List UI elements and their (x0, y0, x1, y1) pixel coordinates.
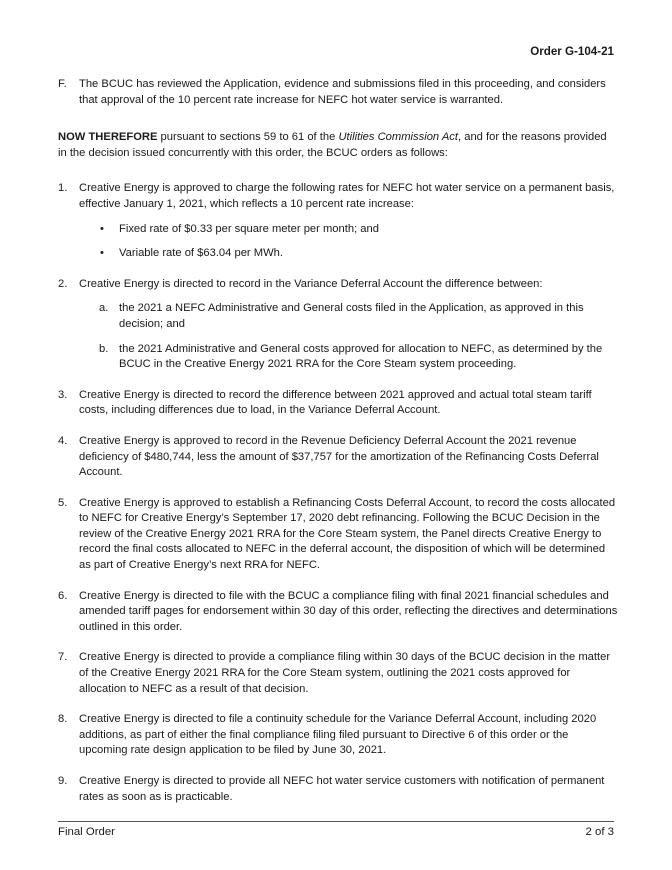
now-therefore-paragraph: NOW THEREFORE pursuant to sections 59 to 61 of the Utilities Commission Act, and for the reasons provided in the decision issued concurrently with this order, the BCUC orders as follows: (58, 131, 607, 159)
order-number-label: 9. (58, 775, 68, 787)
order-item-4 (58, 434, 618, 481)
order-text: Creative Energy is directed to record in the Variance Deferral Account the difference between: (79, 277, 543, 290)
order-item-9 (58, 774, 618, 805)
bullet-icon: • (100, 222, 104, 235)
act-title: Utilities Commission Act (338, 131, 458, 144)
order-number-label: 2. (58, 277, 68, 290)
order-item-7 (58, 650, 618, 697)
sub-label: a. (99, 302, 109, 315)
order-text: Creative Energy is approved to establish a Refinancing Costs Deferral Account, to record the costs allocated to NEFC for Creative Energy’s September 17, 2020 debt refinancing. Following the BCUC Decision in the review of the Creative Energy 2021 RRA for the Core Steam system, the Panel directs Creative Energy to record the final costs allocated to NEFC in the deferral account, the disposition of which will be determined as part of Creative Energy’s next RRA for NEFC. (79, 496, 616, 572)
sub-list (79, 301, 618, 372)
list-item: • Variable rate of $63.04 per MWh. (79, 246, 618, 262)
order-item-3 (58, 388, 618, 419)
order-item-2 (58, 277, 618, 373)
preamble-paragraph (58, 77, 618, 108)
footer-title: Final Order (58, 826, 115, 838)
list-item: a. the 2021 a NEFC Administrative and General costs filed in the Application, as approved in this decision; and (99, 302, 584, 330)
list-item: b. the 2021 Administrative and General costs approved for allocation to NEFC, as determined by the BCUC in the Creative Energy 2021 RRA for the Core Steam system proceeding. (99, 342, 603, 371)
order-item-5 (58, 496, 618, 574)
footer-divider (58, 821, 614, 822)
order-text: Creative Energy is directed to file a continuity schedule for the Variance Deferral Account, including 2020 additions, as part of either the final compliance filing filed pursuant to Directive 6 of this order or the upcoming rate design application to be filed by June 30, 2021. (79, 713, 597, 757)
order-text: Creative Energy is approved to charge the following rates for NEFC hot water service on a permanent basis, effective January 1, 2021, which reflects a 10 percent rate increase: (79, 182, 615, 210)
order-text: Creative Energy is approved to record in the Revenue Deficiency Deferral Account the 2021 revenue deficiency of $480,744, less the amount of $37,757 for the amortization of the Refinancing Costs Deferral Account. (79, 434, 599, 479)
order-number-label: 4. (58, 434, 68, 447)
preamble-label: F. (58, 78, 67, 90)
sub-label: b. (99, 342, 109, 355)
order-text: Creative Energy is directed to provide a compliance filing within 30 days of the BCUC decision in the matter of the Creative Energy 2021 RRA for the Core Steam system, outlining the 2021 costs approved for allocation to NEFC as a result of that decision. (79, 651, 611, 695)
order-number-label: 6. (58, 589, 68, 602)
list-item: • Fixed rate of $0.33 per square meter per month; and (79, 222, 618, 238)
order-number-label: 1. (58, 182, 68, 195)
order-item-6 (58, 589, 618, 636)
order-number-label: 5. (58, 496, 68, 509)
order-number-label: 3. (58, 388, 68, 401)
bullet-icon: • (100, 247, 104, 260)
order-text: Creative Energy is directed to provide all NEFC hot water service customers with notification of permanent rates as soon as is practicable. (79, 775, 605, 803)
preamble-text: The BCUC has reviewed the Application, evidence and submissions filed in this proceeding, and considers that approval of the 10 percent rate increase for NEFC hot water service is warranted. (79, 78, 606, 106)
order-number-label: 8. (58, 713, 68, 726)
order-number: Order G-104-21 (530, 45, 614, 58)
order-item-1 (58, 181, 618, 261)
rate-list (79, 222, 618, 262)
order-item-8 (58, 712, 618, 759)
order-number-label: 7. (58, 651, 68, 664)
page-number: 2 of 3 (585, 826, 614, 838)
order-text: Creative Energy is directed to record the difference between 2021 approved and actual total steam tariff costs, including differences due to load, in the Variance Deferral Account. (79, 388, 592, 417)
document-body (58, 77, 618, 820)
order-text: Creative Energy is directed to file with the BCUC a compliance filing with final 2021 financial schedules and amended tariff pages for endorsement within 30 day of this order, reflecting the directives and determinations outlined in this order. (79, 589, 618, 633)
now-therefore-bold: NOW THEREFORE (58, 131, 158, 144)
